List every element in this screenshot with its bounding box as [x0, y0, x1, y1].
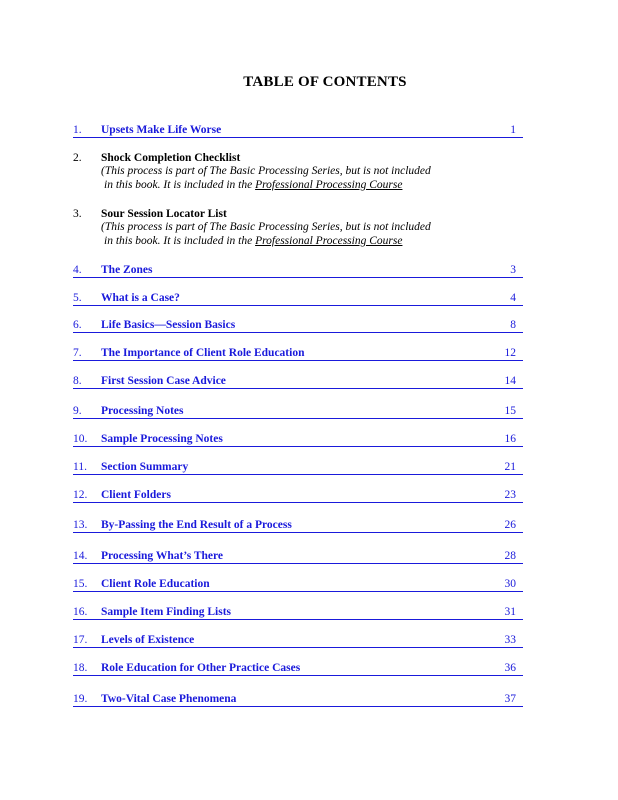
entry-title: Shock Completion Checklist: [101, 152, 241, 164]
entry-number: 15.: [73, 578, 88, 590]
toc-link-5[interactable]: [73, 291, 523, 306]
entry-title: By-Passing the End Result of a Process: [101, 519, 292, 531]
toc-link-18[interactable]: [73, 661, 523, 676]
entry-page: 26: [504, 519, 516, 531]
entry-number: 7.: [73, 347, 82, 359]
note-line-2: [101, 179, 523, 193]
toc-link-17[interactable]: [73, 633, 523, 648]
toc-entry-12[interactable]: [73, 488, 523, 503]
entry-note: [73, 165, 523, 192]
entry-page: 36: [504, 662, 516, 674]
toc-entry-4[interactable]: [73, 263, 523, 278]
toc-entry-11[interactable]: [73, 460, 523, 475]
toc-entry-9[interactable]: [73, 404, 523, 419]
toc-entry-14[interactable]: [73, 549, 523, 564]
entry-page: 37: [504, 693, 516, 705]
note-line-2: [101, 235, 523, 249]
toc-entry-5[interactable]: [73, 291, 523, 306]
toc-entry-15[interactable]: [73, 577, 523, 592]
toc-entry-17[interactable]: [73, 633, 523, 648]
entry-number: 6.: [73, 319, 82, 331]
toc-entry-18[interactable]: [73, 661, 523, 676]
entry-title: Processing Notes: [101, 405, 184, 417]
entry-number: 17.: [73, 634, 88, 646]
entry-number: 12.: [73, 489, 88, 501]
toc-link-19[interactable]: [73, 692, 523, 707]
entry-page: 21: [504, 461, 516, 473]
entry-number: 4.: [73, 264, 82, 276]
entry-number: 9.: [73, 405, 82, 417]
toc-link-6[interactable]: [73, 318, 523, 333]
toc-link-15[interactable]: [73, 577, 523, 592]
entry-number: 1.: [73, 124, 82, 136]
entry-title: Sour Session Locator List: [101, 208, 227, 220]
entry-title: Role Education for Other Practice Cases: [101, 662, 301, 674]
toc-link-12[interactable]: [73, 488, 523, 503]
toc-entry-13[interactable]: [73, 518, 523, 533]
entry-number: 14.: [73, 550, 88, 562]
toc-entry-7[interactable]: [73, 346, 523, 361]
entry-page: 1: [510, 124, 516, 136]
toc-link-14[interactable]: [73, 549, 523, 564]
toc-entry-19[interactable]: [73, 692, 523, 707]
entry-number: 11.: [73, 461, 87, 473]
entry-page: 12: [504, 347, 516, 359]
toc-link-10[interactable]: [73, 432, 523, 447]
toc-entry-16[interactable]: [73, 605, 523, 620]
toc-link-9[interactable]: [73, 404, 523, 419]
entry-page: 8: [510, 319, 516, 331]
note-line-1: (This process is part of The Basic Processing Series, but is not included: [101, 165, 431, 177]
entry-title: The Importance of Client Role Education: [101, 347, 305, 359]
entry-page: 30: [504, 578, 516, 590]
toc-link-7[interactable]: [73, 346, 523, 361]
entry-number: 10.: [73, 433, 88, 445]
entry-number: 3.: [73, 208, 82, 220]
entry-title: Client Folders: [101, 489, 171, 501]
entry-number: 19.: [73, 693, 88, 705]
entry-title: Sample Item Finding Lists: [101, 606, 232, 618]
entry-title: First Session Case Advice: [101, 375, 226, 387]
entry-number: 8.: [73, 375, 82, 387]
toc-entry-1[interactable]: [73, 123, 523, 138]
toc-entry-10[interactable]: [73, 432, 523, 447]
entry-page: 16: [504, 433, 516, 445]
entry-title: Section Summary: [101, 461, 189, 473]
entry-number: 16.: [73, 606, 88, 618]
entry-page: 31: [504, 606, 516, 618]
toc-link-1[interactable]: [73, 123, 523, 138]
note-text: in this book. It is included in the: [104, 234, 256, 247]
note-line-1: (This process is part of The Basic Processing Series, but is not included: [101, 221, 431, 233]
entry-title: Processing What’s There: [101, 550, 224, 562]
entry-number: 2.: [73, 152, 82, 164]
entry-title: Client Role Education: [101, 578, 210, 590]
entry-number: 13.: [73, 519, 88, 531]
entry-title: The Zones: [101, 264, 153, 276]
entry-page: 14: [504, 375, 516, 387]
page-title: TABLE OF CONTENTS: [243, 74, 407, 90]
entry-title: Life Basics—Session Basics: [101, 319, 236, 331]
entry-number: 5.: [73, 292, 82, 304]
toc-entry-8[interactable]: [73, 374, 523, 389]
entry-page: 3: [510, 264, 516, 276]
entry-page: 28: [504, 550, 516, 562]
entry-note: [73, 221, 523, 248]
entry-page: 23: [504, 489, 516, 501]
entry-page: 33: [504, 634, 516, 646]
entry-page: 4: [510, 292, 516, 304]
toc-entry-2: [73, 151, 523, 192]
toc-link-4[interactable]: [73, 263, 523, 278]
toc-link-11[interactable]: [73, 460, 523, 475]
entry-number: 18.: [73, 662, 88, 674]
entry-page: 15: [504, 405, 516, 417]
toc-entry-6[interactable]: [73, 318, 523, 333]
toc-entry-3: [73, 207, 523, 248]
note-text: in this book. It is included in the: [104, 178, 256, 191]
toc-link-13[interactable]: [73, 518, 523, 533]
entry-title: Upsets Make Life Worse: [101, 124, 222, 136]
entry-title: What is a Case?: [101, 292, 180, 304]
toc-link-8[interactable]: [73, 374, 523, 389]
course-name: Professional Processing Course: [255, 178, 403, 191]
entry-title: Levels of Existence: [101, 634, 195, 646]
course-name: Professional Processing Course: [255, 234, 403, 247]
entry-title: Sample Processing Notes: [101, 433, 223, 445]
toc-link-16[interactable]: [73, 605, 523, 620]
entry-title: Two-Vital Case Phenomena: [101, 693, 237, 705]
